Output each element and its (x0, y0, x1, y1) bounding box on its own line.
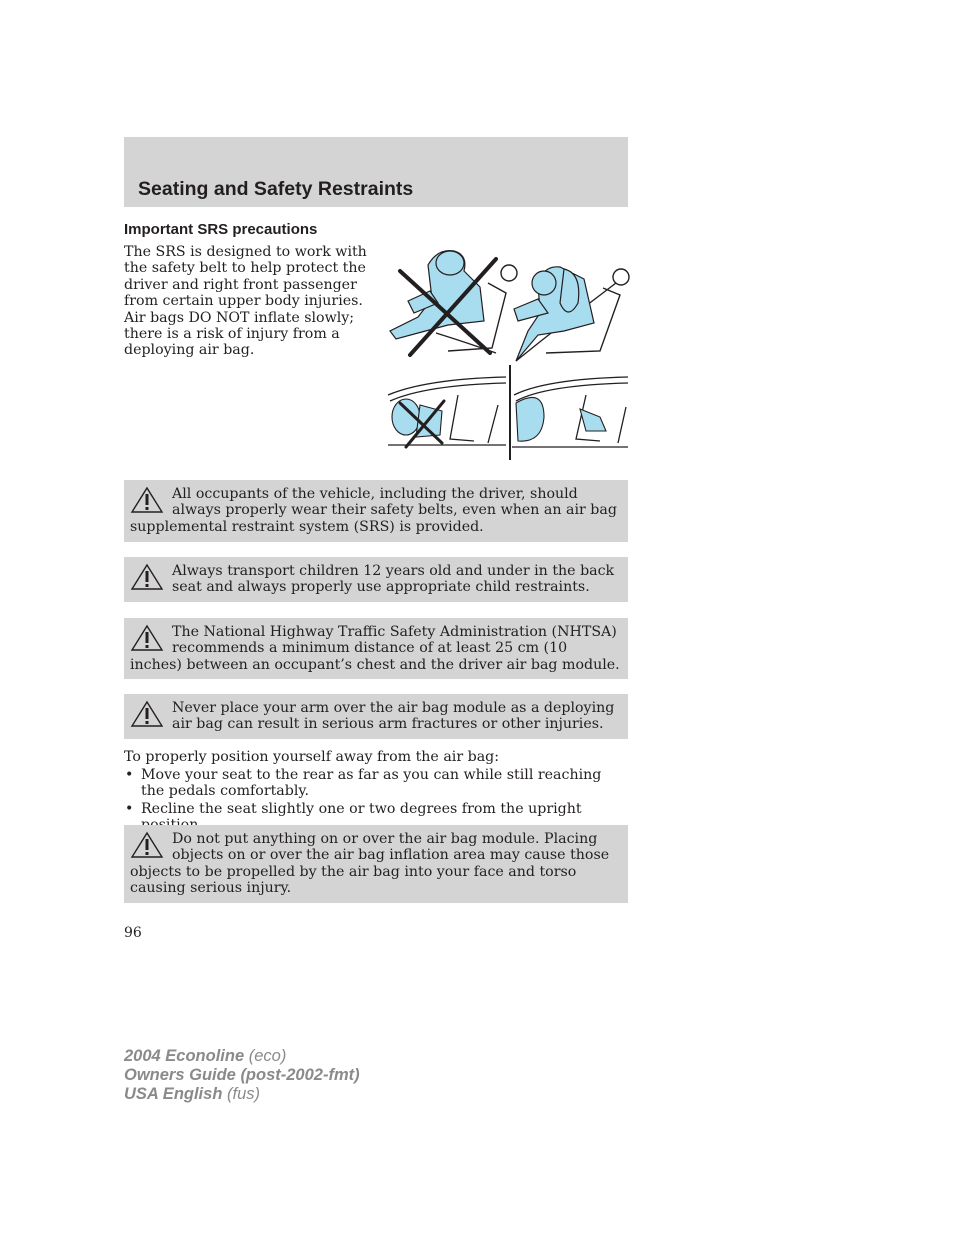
warning-box-nhtsa (124, 618, 628, 679)
warning-box-belts (124, 480, 628, 542)
intro-paragraph: The SRS is designed to work with the safety belt to help protect the driver and right front passenger from certain upper body injuries. Air bags DO NOT inflate slowly; there is a risk of injury from a deploying air bag. (124, 244, 367, 359)
list-item-text: Recline the seat slightly one or two degrees from the upright (141, 800, 582, 817)
footer-line-guide (124, 1066, 360, 1085)
warning-text: All occupants of the vehicle, including the driver, should always properly wear their safety belts, even when an air bag supplemental restraint system (SRS) is provided. (130, 486, 617, 535)
warning-text: Do not put anything on or over the air bag module. Placing objects on or over the air bag inflation area may cause those objects to be propelled by the air bag into your face and torso causing serious injury. (130, 831, 610, 897)
bullet-icon: • (125, 767, 134, 783)
warning-box-objects (124, 825, 628, 903)
warning-triangle-icon (130, 624, 164, 652)
warning-box-children (124, 557, 628, 602)
airbag-occupant-illustration (388, 243, 630, 363)
page-title: Seating and Safety Restraints (138, 178, 414, 200)
list-item-text: Move your seat to the rear as far as you can while still reaching the pedals comfortably. (141, 767, 602, 800)
footer-line-language (124, 1085, 360, 1104)
list-item (124, 767, 628, 800)
footer-line-model (124, 1047, 360, 1066)
footer-model-code: (eco) (244, 1047, 287, 1065)
warning-triangle-icon (130, 563, 164, 591)
warning-triangle-icon (130, 486, 164, 514)
section-heading: Important SRS precautions (124, 221, 318, 238)
warning-box-arm (124, 694, 628, 739)
footer-guide: Owners Guide (post-2002-fmt) (124, 1066, 360, 1084)
page-number: 96 (124, 925, 142, 941)
warning-triangle-icon (130, 700, 164, 728)
footer-language: USA English (124, 1085, 223, 1103)
warning-triangle-icon (130, 831, 164, 859)
vehicle-side-view-illustration (386, 365, 630, 461)
bullet-icon: • (125, 800, 134, 817)
warning-text: Always transport children 12 years old and under in the back seat and always properly use appropriate child restraints. (172, 563, 615, 596)
footer-language-code: (fus) (222, 1085, 260, 1103)
warning-text: Never place your arm over the air bag module as a deploying air bag can result in serious arm fractures or other injuries. (172, 700, 615, 733)
warning-text: The National Highway Traffic Safety Administration (NHTSA) recommends a minimum distance of at least 25 cm (10 inches) between an occupant’s chest and the driver air bag module. (130, 624, 620, 673)
footer-model: 2004 Econoline (124, 1047, 245, 1065)
positioning-lead: To properly position yourself away from the air bag: (124, 749, 500, 765)
document-footer (124, 1047, 360, 1104)
